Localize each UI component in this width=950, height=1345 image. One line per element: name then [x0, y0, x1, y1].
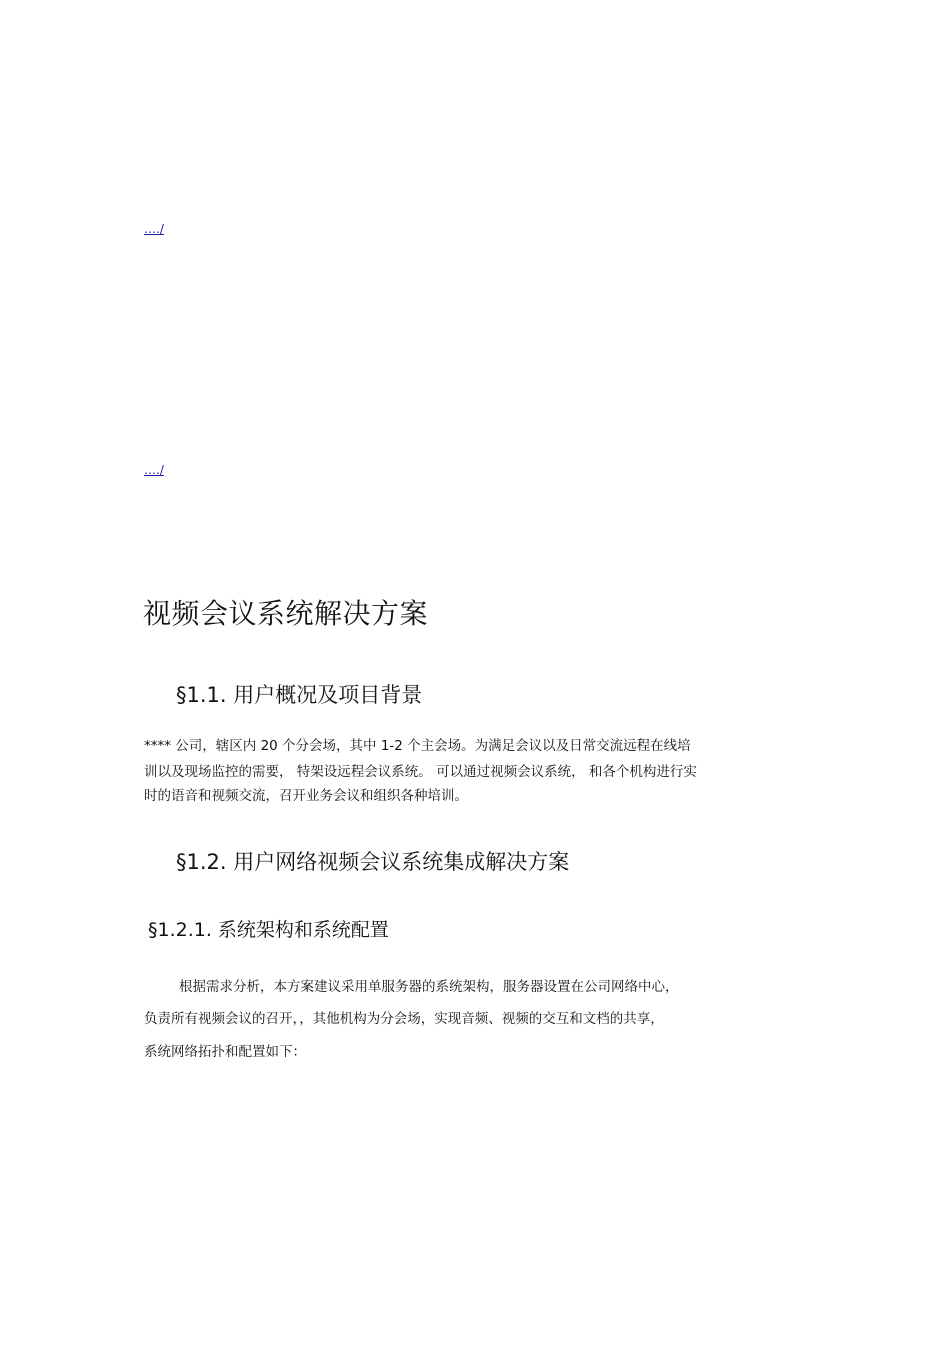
second-link[interactable]: .…/ [144, 463, 164, 477]
section-1-2-1-heading: §1.2.1. 系统架构和系统配置 [148, 919, 389, 941]
section-1-2-1-line-2: 负责所有视频会议的召开，，其他机构为分会场，实现音频、视频的交互和文档的共享， [144, 1011, 664, 1027]
section-1-1-line-1: **** 公司，辖区内 20 个分会场，其中 1-2 个主会场。为满足会议以及日常交流远程在线培 [144, 738, 691, 754]
section-1-1-line-2: 训以及现场监控的需要， 特架设远程会议系统。 可以通过视频会议系统， 和各个机构进行实 [144, 764, 697, 780]
top-link[interactable]: .…/ [144, 222, 164, 236]
section-1-2-heading: §1.2. 用户网络视频会议系统集成解决方案 [176, 850, 570, 874]
section-1-1-heading: §1.1. 用户概况及项目背景 [176, 683, 423, 707]
document-title: 视频会议系统解决方案 [143, 597, 429, 630]
section-1-2-1-line-1: 根据需求分析，本方案建议采用单服务器的系统架构，服务器设置在公司网络中心， [179, 979, 679, 995]
section-1-2-1-line-3: 系统网络拓扑和配置如下： [144, 1044, 306, 1060]
section-1-1-line-3: 时的语音和视频交流，召开业务会议和组织各种培训。 [144, 788, 468, 804]
